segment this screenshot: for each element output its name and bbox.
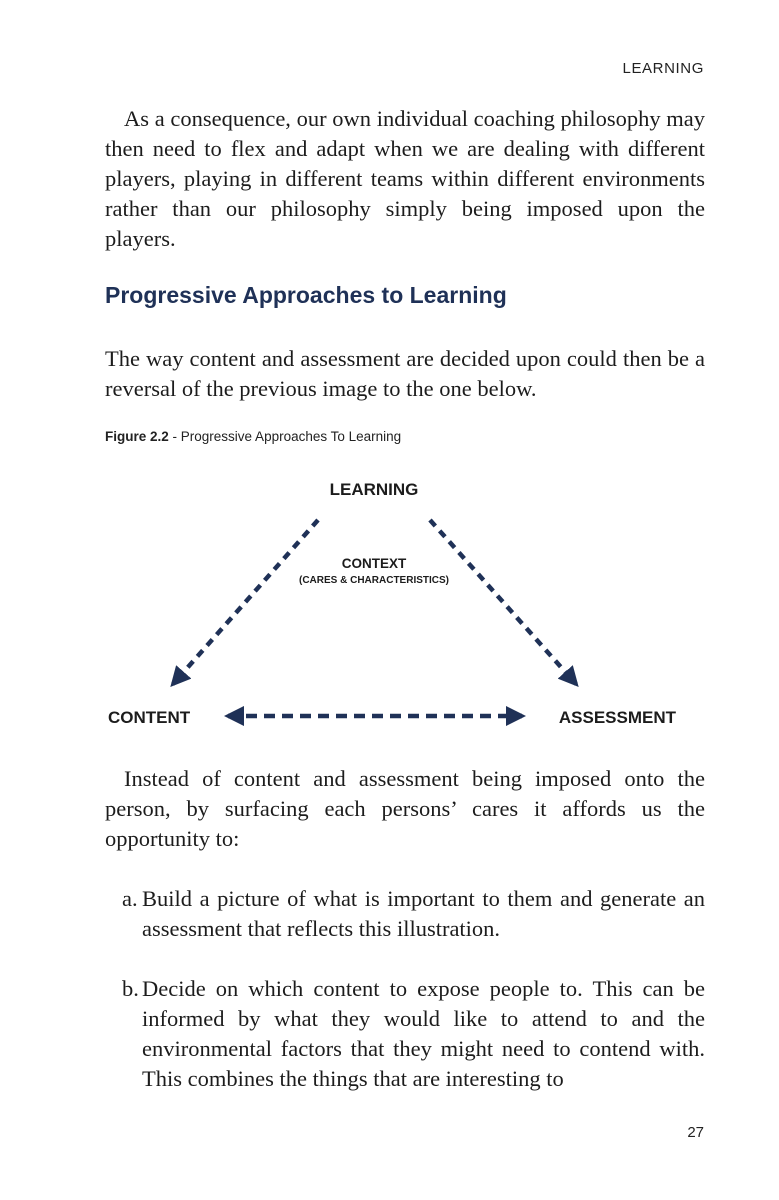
running-header: LEARNING — [622, 60, 704, 77]
list-item-a — [122, 884, 705, 944]
arrow-learning-to-content — [173, 520, 318, 684]
node-assessment: ASSESSMENT — [558, 708, 676, 727]
list-marker: a. — [122, 886, 138, 911]
figure-number: Figure 2.2 — [105, 429, 169, 444]
list-item-text: Decide on which content to expose people to. This can be informed by what they would like to attend to and the environmental factors that they might need to contend with. This combines the things that are interesting to — [142, 976, 705, 1091]
figure-caption-text: - Progressive Approaches To Learning — [168, 429, 402, 444]
list-marker: b. — [122, 976, 139, 1001]
list-item-text: Build a picture of what is important to them and generate an assessment that reflects this illustration. — [142, 886, 705, 941]
section-heading: Progressive Approaches to Learning — [105, 282, 507, 308]
node-context-subtitle: (CARES & CHARACTERISTICS) — [299, 575, 449, 586]
node-context: CONTEXT — [341, 556, 407, 571]
figure-caption — [105, 429, 401, 444]
page-number: 27 — [687, 1124, 704, 1141]
node-learning: LEARNING — [329, 480, 419, 499]
paragraph-lead-in: The way content and assessment are decided upon could then be a reversal of the previous image to the one below. — [105, 346, 705, 401]
paragraph-opportunity: Instead of content and assessment being imposed onto the person, by surfacing each persons’ cares it affords us the opportunity to: — [105, 766, 705, 851]
list-item-b — [122, 974, 705, 1094]
paragraph-intro: As a consequence, our own individual coaching philosophy may then need to flex and adapt when we are dealing with different players, playing in different teams within different environments rather than our philosophy simply being imposed upon the players. — [105, 106, 705, 251]
node-content: CONTENT — [108, 708, 191, 727]
learning-triangle-diagram — [100, 470, 690, 735]
arrow-learning-to-assessment — [430, 520, 576, 684]
